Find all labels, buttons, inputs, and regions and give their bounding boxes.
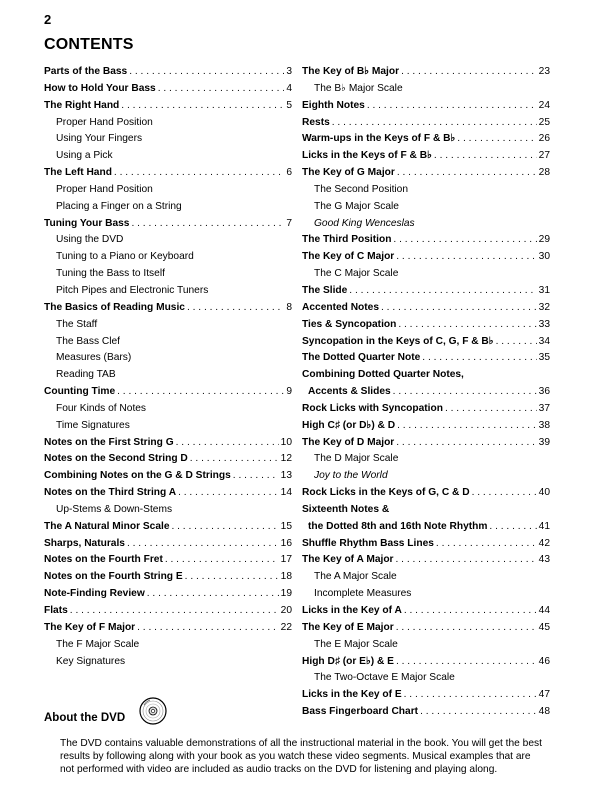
toc-entry-page-number: 45 [538, 621, 550, 633]
dot-leader [393, 232, 536, 249]
dot-leader [396, 654, 537, 671]
about-dvd-text: The DVD contains valuable demonstrations of all the instructional material in the book. You will get the best results by following along with your book as you watch these video segments. Musical examples that are not performed with video are included as audio tracks on the DVD for listening and playing along. [60, 738, 542, 775]
toc-entry-page-number: 26 [538, 133, 550, 145]
toc-entry-title: The Key of D Major [302, 436, 395, 448]
toc-entry-page-number: 33 [538, 318, 550, 330]
toc-entry [302, 569, 550, 586]
toc-entry-title: Four Kinds of Notes [56, 402, 147, 414]
toc-entry [302, 401, 550, 418]
toc-entry-page-number: 17 [280, 554, 292, 566]
toc-entry [302, 131, 550, 148]
toc-entry [302, 350, 550, 367]
toc-entry [44, 603, 292, 620]
toc-entry-title: Note-Finding Review [44, 588, 145, 600]
toc-entry-page-number: 34 [538, 335, 550, 347]
toc-entry [302, 283, 550, 300]
toc-entry-title: Eighth Notes [302, 99, 365, 111]
toc-entry [44, 350, 292, 367]
toc-entry-title: Measures (Bars) [56, 352, 132, 364]
toc-entry [302, 334, 550, 351]
toc-entry [302, 182, 550, 199]
toc-entry-page-number: 44 [538, 605, 550, 616]
toc-entry-title: The Third Position [302, 234, 392, 246]
toc-entry-page-number: 29 [538, 234, 550, 246]
toc-entry [44, 536, 292, 553]
toc-entry-title: Ties & Syncopation [302, 318, 397, 330]
toc-entry-title: The C Major Scale [314, 268, 399, 280]
toc-entry-title: The Key of C Major [302, 251, 395, 263]
toc-entry-title: The A Natural Minor Scale [44, 520, 170, 532]
toc-entry [302, 266, 550, 283]
dot-leader [137, 620, 279, 637]
toc-entry [44, 98, 292, 115]
dot-leader [165, 552, 279, 569]
dot-leader [397, 418, 537, 435]
toc-entry-title: The Key of F Major [44, 621, 136, 633]
toc-entry-page-number: 12 [280, 453, 292, 465]
toc-entry [44, 519, 292, 536]
dot-leader [114, 165, 284, 182]
toc-entry-page-number: 24 [538, 99, 550, 111]
toc-entry-page-number: 32 [538, 301, 550, 313]
toc-entry-title: Counting Time [44, 386, 116, 398]
toc-entry-title: High C♯ (or D♭) & D [302, 419, 396, 431]
toc-entry-title: How to Hold Your Bass [44, 82, 156, 94]
toc-entry [44, 165, 292, 182]
toc-entry-title: Combining Notes on the G & D Strings [44, 470, 231, 482]
toc-entry [44, 182, 292, 199]
toc-entry-page-number: 18 [280, 571, 292, 583]
toc-entry-title: Notes on the Fourth String E [44, 571, 183, 583]
toc-entry-title: Flats [44, 605, 68, 616]
toc-entry-title: Accents & Slides [308, 386, 391, 398]
toc-entry [44, 435, 292, 452]
toc-entry-title: Notes on the Fourth Fret [44, 554, 163, 566]
dot-leader [404, 603, 537, 620]
toc-entry [302, 637, 550, 654]
dot-leader [121, 98, 284, 115]
toc-entry-page-number: 15 [280, 520, 292, 532]
toc-entry-page-number: 28 [538, 167, 550, 179]
dot-leader [489, 519, 536, 536]
toc-entry-page-number: 14 [280, 487, 292, 499]
toc-entry-page-number: 23 [538, 66, 550, 77]
toc-entry-page-number: 6 [286, 167, 292, 179]
contents-title: CONTENTS [44, 36, 134, 53]
toc-entry-title: Accented Notes [302, 301, 379, 313]
toc-entry [302, 536, 550, 553]
toc-entry [44, 401, 292, 418]
toc-entry [44, 502, 292, 519]
dot-leader [332, 115, 537, 132]
toc-entry [302, 249, 550, 266]
toc-entry [302, 519, 550, 536]
dot-leader [472, 485, 537, 502]
toc-entry [44, 131, 292, 148]
toc-entry-title: The D Major Scale [314, 453, 399, 465]
toc-entry [302, 300, 550, 317]
toc-entry-title: Pitch Pipes and Electronic Tuners [56, 284, 209, 296]
dot-leader [496, 334, 537, 351]
toc-entry-page-number: 48 [538, 706, 550, 718]
toc-entry-title: Combining Dotted Quarter Notes, [302, 369, 464, 381]
toc-entry [302, 367, 550, 384]
toc-entry [302, 654, 550, 671]
toc-entry-title: Licks in the Key of A [302, 605, 402, 616]
toc-entry-page-number: 9 [286, 386, 292, 398]
dot-leader [367, 98, 537, 115]
toc-entry [44, 367, 292, 384]
dot-leader [398, 317, 536, 334]
toc-entry-title: Shuffle Rhythm Bass Lines [302, 537, 434, 549]
toc-entry-title: Joy to the World [314, 470, 388, 482]
dot-leader [158, 81, 285, 98]
toc-entry [44, 64, 292, 81]
dot-leader [178, 485, 279, 502]
toc-entry [44, 620, 292, 637]
toc-entry [302, 485, 550, 502]
dot-leader [185, 569, 279, 586]
toc-entry-page-number: 47 [538, 689, 550, 701]
dot-leader [187, 300, 284, 317]
toc-entry-title: The Two-Octave E Major Scale [314, 672, 455, 684]
toc-entry-title: Time Signatures [56, 419, 130, 431]
dot-leader [420, 704, 537, 721]
toc-entry-title: The Slide [302, 284, 348, 296]
dot-leader [422, 350, 536, 367]
toc-entry [302, 232, 550, 249]
dot-leader [401, 64, 537, 81]
toc-entry-title: The Key of G Major [302, 167, 395, 179]
dot-leader [349, 283, 536, 300]
toc-entry-title: The Right Hand [44, 99, 120, 111]
toc-entry-title: Warm-ups in the Keys of F & B♭ [302, 133, 456, 145]
toc-entry-title: Proper Hand Position [56, 116, 153, 128]
dot-leader [127, 536, 279, 553]
toc-entry [302, 216, 550, 233]
toc-entry-title: Using Your Fingers [56, 133, 143, 145]
toc-entry [44, 485, 292, 502]
toc-entry-title: Reading TAB [56, 369, 116, 381]
toc-entry-title: Sixteenth Notes & [302, 503, 390, 515]
dot-leader [176, 435, 279, 452]
toc-entry [44, 586, 292, 603]
dot-leader [404, 687, 537, 704]
toc-entry-title: The Basics of Reading Music [44, 301, 185, 313]
toc-entry-title: Up-Stems & Down-Stems [56, 503, 173, 515]
toc-entry-title: The Bass Clef [56, 335, 120, 347]
toc-entry [44, 148, 292, 165]
about-dvd-heading: About the DVD [44, 712, 126, 724]
toc-entry-title: Notes on the Second String D [44, 453, 188, 465]
toc-entry-title: the Dotted 8th and 16th Note Rhythm [308, 520, 488, 532]
toc-entry-title: The Key of E Major [302, 621, 394, 633]
dot-leader [190, 451, 279, 468]
dot-leader [393, 384, 537, 401]
toc-entry [44, 283, 292, 300]
toc-entry-page-number: 43 [538, 554, 550, 566]
toc-entry-page-number: 37 [538, 402, 550, 414]
toc-entry [302, 552, 550, 569]
toc-entry-page-number: 19 [280, 588, 292, 600]
toc-entry-page-number: 13 [280, 470, 292, 482]
dot-leader [457, 131, 536, 148]
toc-entry-page-number: 39 [538, 436, 550, 448]
dot-leader [445, 401, 537, 418]
dot-leader [396, 435, 536, 452]
toc-entry [302, 670, 550, 687]
toc-entry-title: Key Signatures [56, 655, 126, 667]
toc-entry-title: Parts of the Bass [44, 66, 128, 77]
toc-entry [44, 81, 292, 98]
toc-entry [44, 418, 292, 435]
toc-entry-title: The F Major Scale [56, 638, 140, 650]
toc-entry-page-number: 4 [286, 82, 292, 94]
dot-leader [131, 216, 284, 233]
toc-entry-page-number: 10 [280, 436, 292, 448]
dot-leader [396, 249, 536, 266]
toc-entry [302, 148, 550, 165]
toc-entry-page-number: 46 [538, 655, 550, 667]
toc-entry [44, 451, 292, 468]
toc-entry-title: Tuning to a Piano or Keyboard [56, 251, 194, 263]
toc-entry-title: The Key of A Major [302, 554, 394, 566]
toc-entry [44, 569, 292, 586]
toc-entry [44, 654, 292, 671]
toc-entry [44, 300, 292, 317]
toc-entry [44, 334, 292, 351]
toc-entry-title: The G Major Scale [314, 200, 399, 212]
toc-entry [302, 64, 550, 81]
toc-entry [302, 435, 550, 452]
toc-entry [302, 98, 550, 115]
toc-entry-page-number: 7 [286, 217, 292, 229]
toc-entry-title: Licks in the Keys of F & B♭ [302, 150, 432, 162]
toc-entry-page-number: 5 [286, 99, 292, 111]
toc-entry-page-number: 42 [538, 537, 550, 549]
toc-entry [44, 232, 292, 249]
toc-entry-page-number: 35 [538, 352, 550, 364]
dot-leader [396, 552, 537, 569]
toc-entry-title: Bass Fingerboard Chart [302, 706, 419, 718]
toc-entry [302, 115, 550, 132]
toc-entry-title: The E Major Scale [314, 638, 398, 650]
toc-entry [44, 317, 292, 334]
toc-entry [302, 81, 550, 98]
toc-entry-title: Tuning the Bass to Itself [56, 268, 165, 280]
toc-entry [44, 216, 292, 233]
toc-entry-page-number: 41 [538, 520, 550, 532]
toc-entry-page-number: 40 [538, 487, 550, 499]
toc-entry-page-number: 36 [538, 386, 550, 398]
dot-leader [171, 519, 278, 536]
toc-entry [44, 468, 292, 485]
toc-entry [302, 317, 550, 334]
toc-entry-title: The Staff [56, 318, 98, 330]
toc-entry-title: Tuning Your Bass [44, 217, 130, 229]
dot-leader [381, 300, 537, 317]
toc-entry-title: Using a Pick [56, 150, 113, 162]
toc-entry-title: Sharps, Naturals [44, 537, 125, 549]
toc-entry [302, 199, 550, 216]
toc-entry-page-number: 31 [538, 284, 550, 296]
toc-entry-page-number: 25 [538, 116, 550, 128]
toc-entry-title: Using the DVD [56, 234, 124, 246]
page-number: 2 [44, 12, 52, 27]
toc-entry-page-number: 20 [280, 605, 292, 616]
toc-entry-title: Syncopation in the Keys of C, G, F & B♭ [302, 335, 494, 347]
toc-entry-page-number: 8 [286, 301, 292, 313]
toc-entry [44, 249, 292, 266]
dvd-disc-icon [138, 696, 168, 726]
toc-entry-page-number: 27 [538, 150, 550, 162]
toc-entry-title: The A Major Scale [314, 571, 397, 583]
toc-entry [302, 586, 550, 603]
toc-entry-title: Rock Licks in the Keys of G, C & D [302, 487, 470, 499]
toc-entry [44, 266, 292, 283]
toc-entry-title: Rests [302, 116, 330, 128]
dot-leader [129, 64, 284, 81]
dot-leader [70, 603, 279, 620]
dot-leader [117, 384, 284, 401]
dot-leader [434, 148, 537, 165]
toc-entry-title: Proper Hand Position [56, 183, 153, 195]
toc-entry [302, 502, 550, 519]
dot-leader [396, 620, 537, 637]
toc-entry [302, 418, 550, 435]
toc-entry [302, 620, 550, 637]
toc-entry [302, 451, 550, 468]
toc-entry-title: Notes on the Third String A [44, 487, 177, 499]
toc-entry-title: Rock Licks with Syncopation [302, 402, 443, 414]
toc-entry [44, 115, 292, 132]
toc-entry-title: High D♯ (or E♭) & E [302, 655, 394, 667]
toc-entry-page-number: 3 [286, 66, 292, 77]
toc-entry [44, 384, 292, 401]
toc-entry [302, 687, 550, 704]
toc-entry [302, 603, 550, 620]
toc-entry-page-number: 22 [280, 621, 292, 633]
toc-entry-title: The Dotted Quarter Note [302, 352, 421, 364]
toc-entry [302, 165, 550, 182]
toc-entry [302, 384, 550, 401]
toc-entry [302, 704, 550, 721]
toc-entry-title: Placing a Finger on a String [56, 200, 182, 212]
dot-leader [233, 468, 279, 485]
dot-leader [397, 165, 537, 182]
toc-entry-title: The B♭ Major Scale [314, 82, 403, 94]
toc-entry-title: Notes on the First String G [44, 436, 174, 448]
toc-entry-title: Incomplete Measures [314, 588, 412, 600]
toc-entry-title: Licks in the Key of E [302, 689, 402, 701]
toc-entry-page-number: 38 [538, 419, 550, 431]
toc-entry-title: Good King Wenceslas [314, 217, 415, 229]
toc-entry-title: The Key of B♭ Major [302, 66, 400, 77]
toc-entry [44, 552, 292, 569]
toc-entry-title: The Left Hand [44, 167, 112, 179]
dot-leader [436, 536, 537, 553]
toc-entry [44, 637, 292, 654]
toc-left-column [44, 64, 292, 670]
toc-entry-title: The Second Position [314, 183, 409, 195]
toc-entry [44, 199, 292, 216]
toc-entry [302, 468, 550, 485]
toc-entry-page-number: 16 [280, 537, 292, 549]
toc-right-column [302, 64, 550, 721]
dot-leader [147, 586, 279, 603]
toc-entry-page-number: 30 [538, 251, 550, 263]
